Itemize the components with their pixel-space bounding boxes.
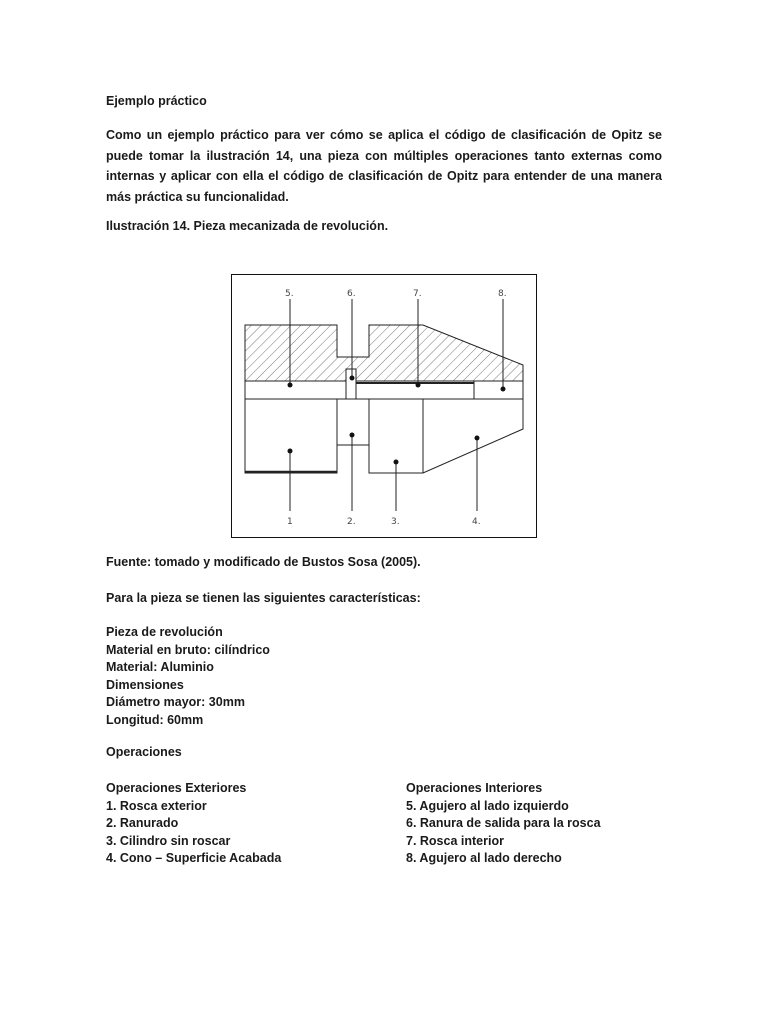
list-item: 3. Cilindro sin roscar bbox=[106, 833, 231, 848]
label-5: 5. bbox=[285, 289, 294, 299]
figure-source: Fuente: tomado y modificado de Bustos Sosa (2005). bbox=[106, 555, 421, 569]
upper-section-hatched bbox=[245, 325, 523, 381]
thread-relief-groove bbox=[346, 369, 356, 399]
label-2: 2. bbox=[347, 517, 356, 527]
interior-operations-list bbox=[406, 780, 601, 868]
marker-dot-8 bbox=[501, 387, 506, 392]
marker-dot-3 bbox=[394, 460, 399, 465]
marker-dot-5 bbox=[288, 383, 293, 388]
label-4: 4. bbox=[472, 517, 481, 527]
list-item: 6. Ranura de salida para la rosca bbox=[406, 816, 601, 831]
list-item: Diámetro mayor: 30mm bbox=[106, 695, 245, 710]
figure-caption: Ilustración 14. Pieza mecanizada de revolución. bbox=[106, 219, 389, 233]
label-1: 1 bbox=[287, 517, 293, 527]
intro-paragraph: Como un ejemplo práctico para ver cómo se aplica el código de clasificación de Opitz se puede tomar la ilustración 14, una pieza con múltiples operaciones tanto externas como internas y aplicar con ella el código de clasificación de Opitz para entender de una manera más práctica su funcionalidad. bbox=[106, 128, 662, 204]
operations-heading: Operaciones bbox=[106, 745, 182, 759]
list-item: 8. Agujero al lado derecho bbox=[406, 851, 562, 866]
list-item: 2. Ranurado bbox=[106, 816, 179, 831]
list-item: Pieza de revolución bbox=[106, 625, 223, 639]
list-item: Material en bruto: cilíndrico bbox=[106, 642, 270, 657]
list-item: Dimensiones bbox=[106, 677, 184, 692]
list-item: Longitud: 60mm bbox=[106, 712, 204, 727]
exterior-operations-title: Operaciones Exteriores bbox=[106, 781, 247, 795]
characteristics-intro: Para la pieza se tienen las siguientes características: bbox=[106, 591, 421, 605]
label-6: 6. bbox=[347, 289, 356, 299]
marker-dot-2 bbox=[350, 433, 355, 438]
list-item: 5. Agujero al lado izquierdo bbox=[406, 798, 569, 813]
label-3: 3. bbox=[391, 517, 400, 527]
marker-dot-1 bbox=[288, 449, 293, 454]
marker-dot-7 bbox=[416, 383, 421, 388]
marker-dot-4 bbox=[475, 436, 480, 441]
machined-part-figure bbox=[231, 274, 537, 538]
list-item: Material: Aluminio bbox=[106, 660, 214, 675]
characteristics-list bbox=[106, 624, 270, 730]
lower-outer-profile bbox=[245, 399, 523, 473]
list-item: 4. Cono – Superficie Acabada bbox=[106, 851, 282, 866]
list-item: 1. Rosca exterior bbox=[106, 798, 207, 813]
label-7: 7. bbox=[413, 289, 422, 299]
section-heading: Ejemplo práctico bbox=[106, 94, 207, 108]
interior-operations-title: Operaciones Interiores bbox=[406, 781, 543, 795]
label-8: 8. bbox=[498, 289, 507, 299]
part-diagram bbox=[232, 275, 538, 539]
marker-dot-6 bbox=[350, 376, 355, 381]
exterior-operations-list bbox=[106, 780, 281, 868]
list-item: 7. Rosca interior bbox=[406, 833, 504, 848]
